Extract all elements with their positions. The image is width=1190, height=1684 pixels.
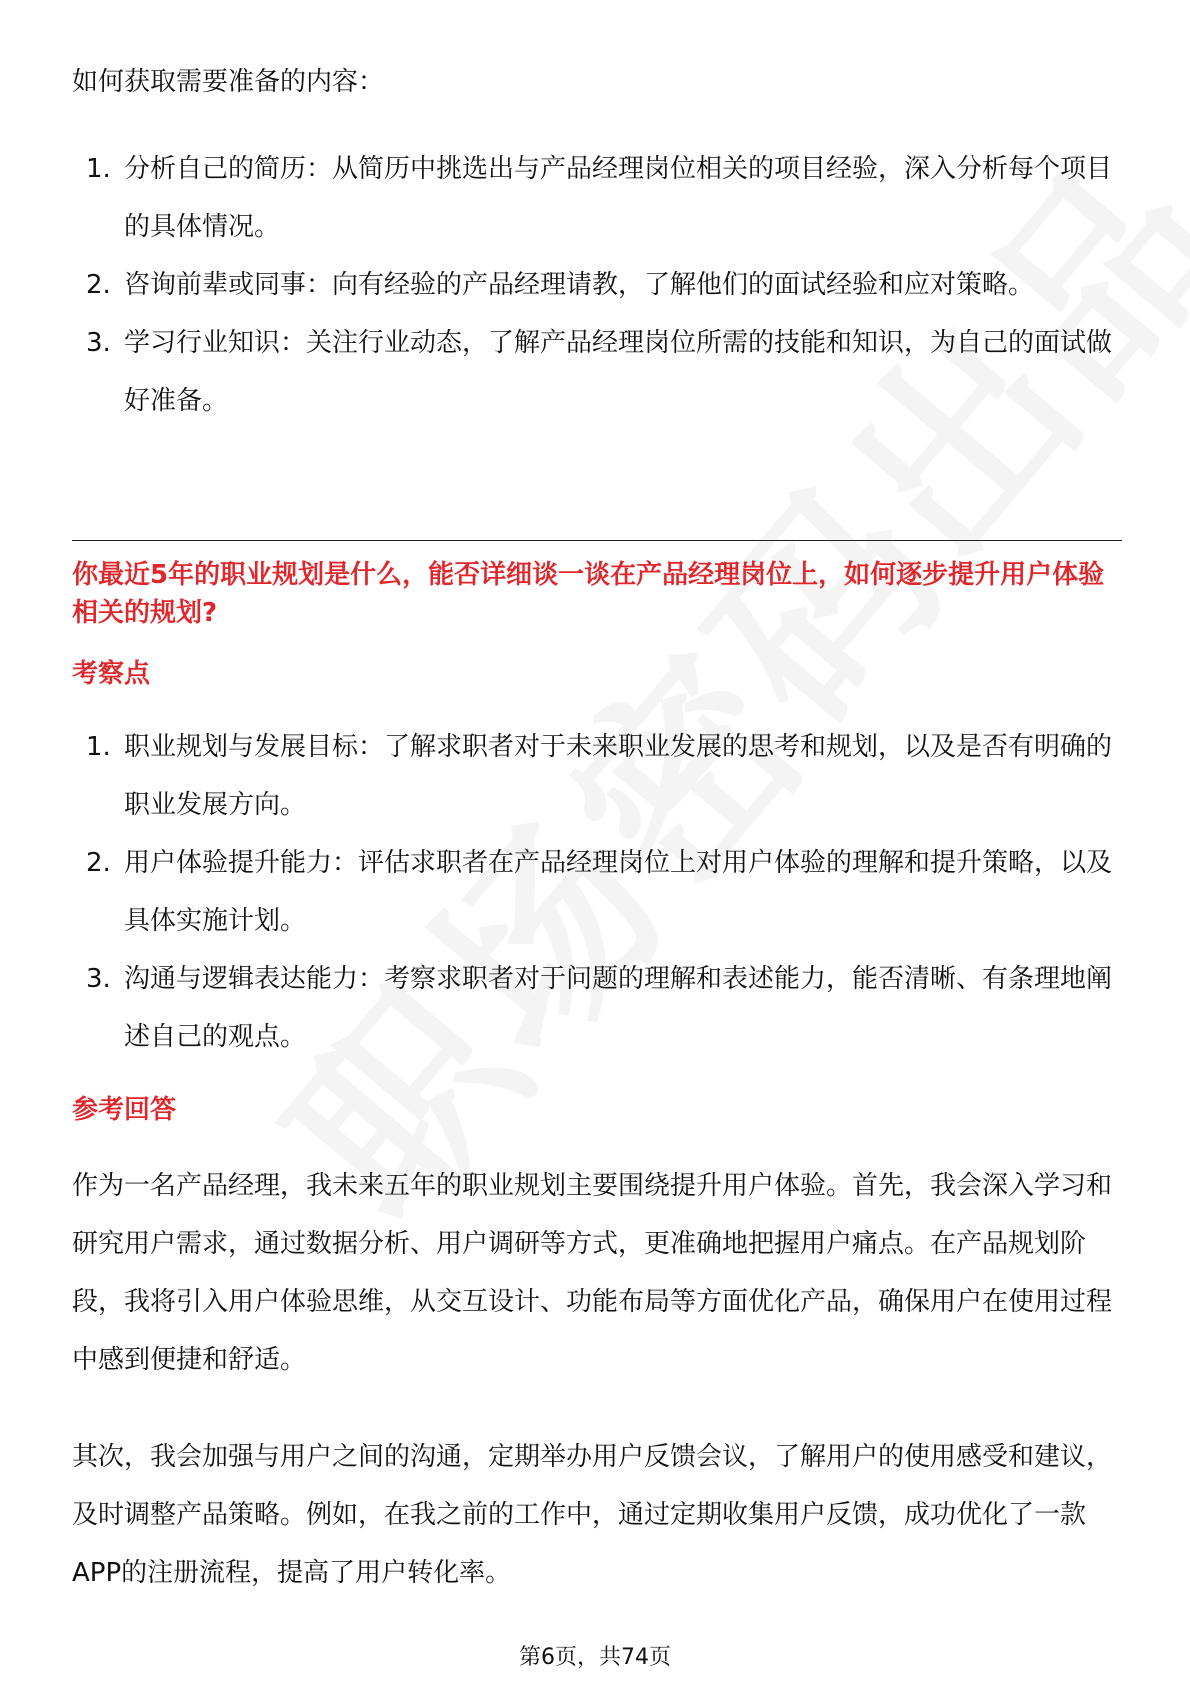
list-item-text: 沟通与逻辑表达能力：考察求职者对于问题的理解和表述能力，能否清晰、有条理地阐述自己的观点。 <box>124 964 1113 1052</box>
list-item <box>72 950 1122 1066</box>
list-item <box>72 718 1122 834</box>
list-item <box>72 256 1122 314</box>
section-divider <box>72 540 1122 541</box>
list-number: 1. <box>86 732 111 762</box>
answer-paragraph: 作为一名产品经理，我未来五年的职业规划主要围绕提升用户体验。首先，我会深入学习和研究用户需求，通过数据分析、用户调研等方式，更准确地把握用户痛点。在产品规划阶段，我将引入用户体验思维，从交互设计、功能布局等方面优化产品，确保用户在使用过程中感到便捷和舒适。 <box>72 1171 1113 1375</box>
list-item <box>72 314 1122 430</box>
section-title-assessment: 考察点 <box>72 659 151 689</box>
list-number: 3. <box>86 964 111 994</box>
intro-text: 如何获取需要准备的内容： <box>72 67 385 97</box>
list-item <box>72 140 1122 256</box>
list-number: 1. <box>86 154 111 184</box>
page-number: 第6页，共74页 <box>519 1645 671 1670</box>
list-item-text: 职业规划与发展目标：了解求职者对于未来职业发展的思考和规划，以及是否有明确的职业发展方向。 <box>124 732 1113 820</box>
list-number: 3. <box>86 328 111 358</box>
list-item-text: 用户体验提升能力：评估求职者在产品经理岗位上对用户体验的理解和提升策略，以及具体实施计划。 <box>124 848 1113 936</box>
list-item-text: 学习行业知识：关注行业动态，了解产品经理岗位所需的技能和知识，为自己的面试做好准备。 <box>124 328 1113 416</box>
answer-paragraph: 其次，我会加强与用户之间的沟通，定期举办用户反馈会议，了解用户的使用感受和建议，及时调整产品策略。例如，在我之前的工作中，通过定期收集用户反馈，成功优化了一款APP的注册流程，提高了用户转化率。 <box>72 1442 1113 1588</box>
prep-list <box>72 140 1122 430</box>
list-item <box>72 834 1122 950</box>
section-title-reference-answer: 参考回答 <box>72 1095 177 1125</box>
list-number: 2. <box>86 270 111 300</box>
list-number: 2. <box>86 848 111 878</box>
question-heading: 你最近5年的职业规划是什么，能否详细谈一谈在产品经理岗位上，如何逐步提升用户体验相关的规划? <box>72 560 1105 628</box>
assessment-points-list <box>72 718 1122 1066</box>
list-item-text: 分析自己的简历：从简历中挑选出与产品经理岗位相关的项目经验，深入分析每个项目的具体情况。 <box>124 154 1113 242</box>
list-item-text: 咨询前辈或同事：向有经验的产品经理请教，了解他们的面试经验和应对策略。 <box>124 270 1035 300</box>
